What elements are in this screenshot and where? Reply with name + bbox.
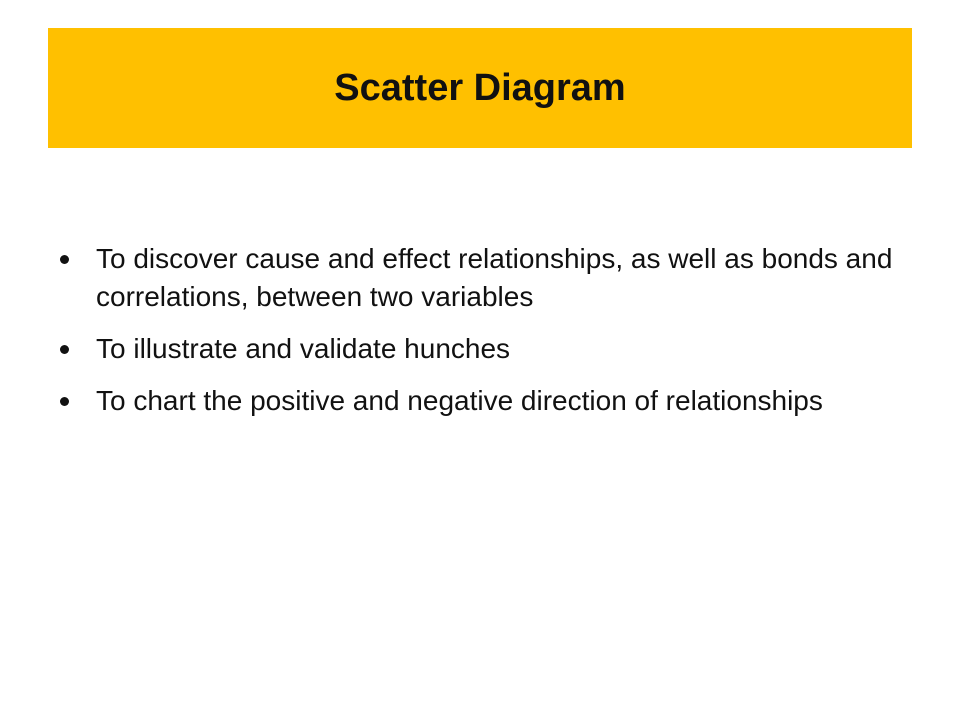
title-banner [48, 28, 912, 148]
bullet-text: To illustrate and validate hunches [96, 333, 511, 364]
bullet-list [60, 240, 900, 434]
bullet-item [60, 382, 900, 420]
slide-title: Scatter Diagram [334, 66, 626, 109]
bullet-icon [60, 397, 69, 406]
bullet-text: To chart the positive and negative direction of relationships [96, 385, 823, 416]
bullet-item [60, 240, 900, 316]
bullet-icon [60, 345, 69, 354]
bullet-item [60, 330, 900, 368]
bullet-icon [60, 255, 69, 264]
bullet-text: To discover cause and effect relationships, as well as bonds and correlations, between two variables [96, 243, 893, 312]
